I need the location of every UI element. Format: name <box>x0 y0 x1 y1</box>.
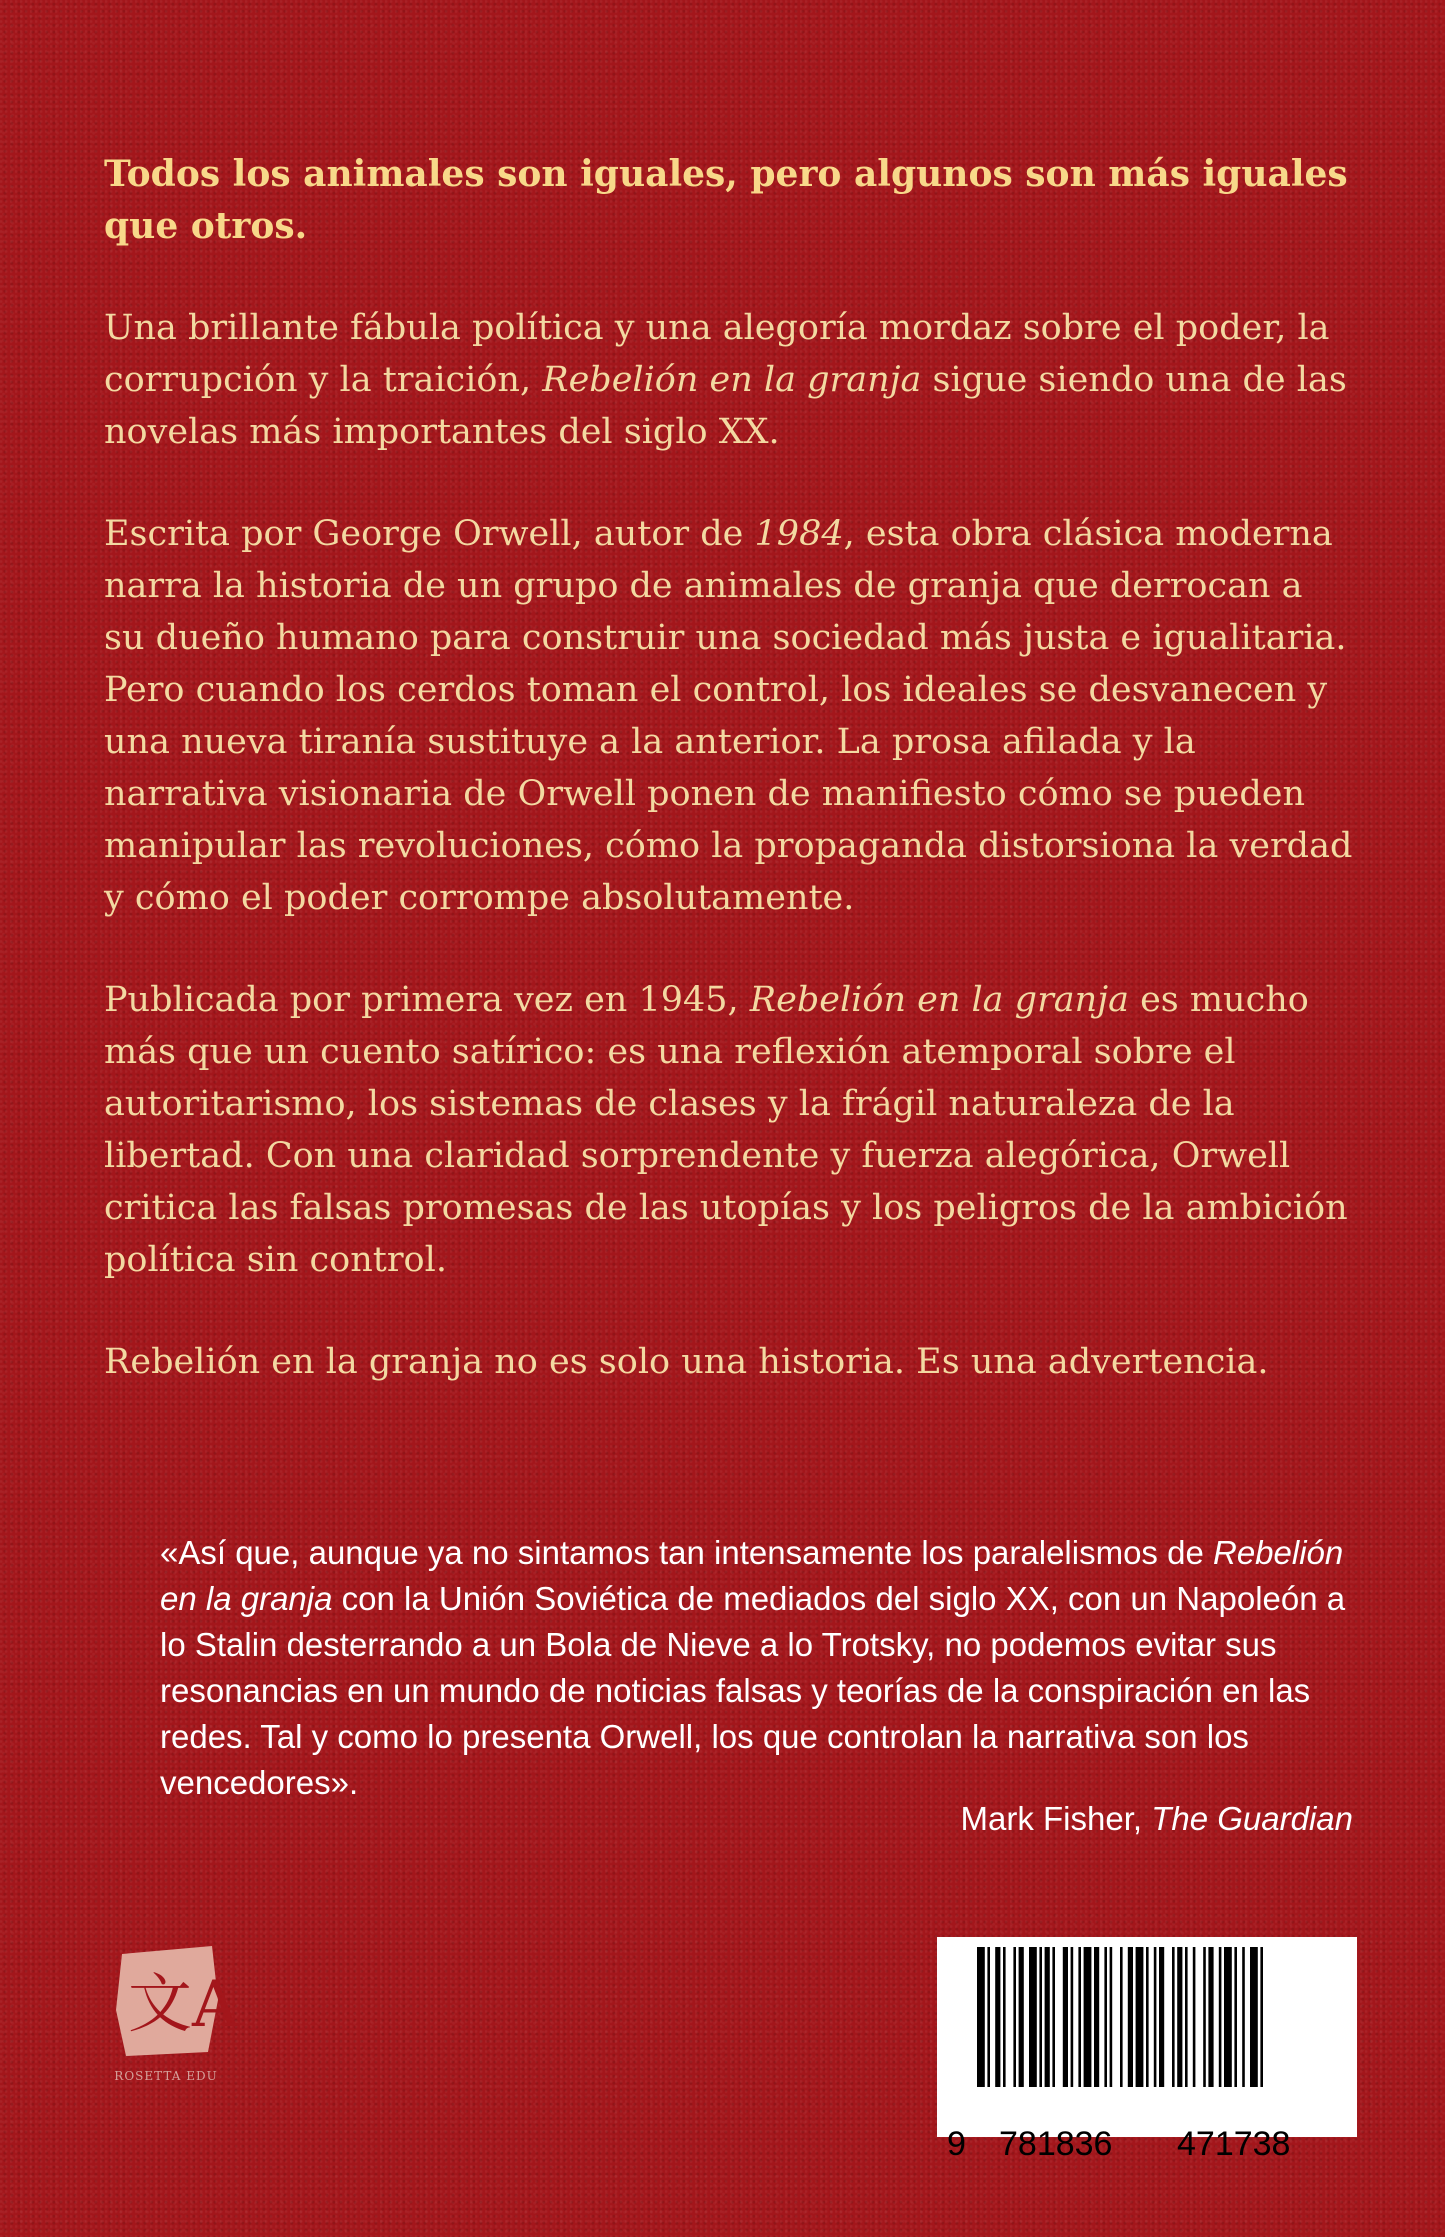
barcode-bar <box>1003 1947 1006 2087</box>
barcode-bar <box>1071 1947 1074 2087</box>
book-title: Rebelión en la granja <box>542 360 922 400</box>
barcode-bar <box>1084 1947 1092 2087</box>
closing-line: Rebelión en la granja no es solo una historia. Es una advertencia. <box>104 1342 1269 1382</box>
barcode-bar <box>1172 1947 1175 2087</box>
book-title: Rebelión en la granja <box>160 1534 1344 1617</box>
barcode-bar <box>1224 1947 1232 2087</box>
book-title: Rebelión en la granja <box>749 980 1129 1020</box>
quote-source: The Guardian <box>1151 1800 1353 1837</box>
barcode-bar <box>1063 1947 1068 2087</box>
barcode-bar <box>1242 1947 1245 2087</box>
barcode-bars <box>937 1947 1357 2097</box>
barcode-bar <box>1146 1947 1149 2087</box>
barcode-bar <box>1219 1947 1222 2087</box>
barcode-bar <box>1039 1947 1042 2087</box>
barcode-bar <box>1136 1947 1144 2087</box>
barcode-bar <box>1029 1947 1037 2087</box>
barcode-bar <box>1234 1947 1237 2087</box>
barcode-bar <box>1208 1947 1213 2087</box>
text-span: Publicada por primera vez en 1945, <box>104 980 750 1020</box>
text-span: Escrita por George Orwell, autor de <box>104 514 755 554</box>
barcode-bar <box>1260 1947 1263 2087</box>
barcode-bar <box>1120 1947 1123 2087</box>
barcode-bar <box>1045 1947 1050 2087</box>
barcode-bar <box>1110 1947 1113 2087</box>
text-span: es mucho más que un cuento satírico: es una reflexión atemporal sobre el autoritarismo, los sistemas de clases y la frágil naturaleza de la libertad. Con una claridad sorprendente y fuerza alegórica, Orwell critica las falsas promesas de las utopías y los peligros de la ambición política sin control. <box>104 980 1348 1280</box>
quote-attribution <box>961 1800 1354 1838</box>
barcode-bar <box>1203 1947 1206 2087</box>
barcode-bar <box>1052 1947 1055 2087</box>
book-title: 1984 <box>754 514 844 554</box>
tagline: Todos los animales son iguales, pero algunos son más iguales que otros. <box>104 153 1348 247</box>
barcode-bar <box>1159 1947 1164 2087</box>
barcode-bar <box>1019 1947 1024 2087</box>
publisher-logo <box>108 1940 239 2083</box>
isbn-group-2: 471738 <box>1177 2125 1291 2163</box>
barcode-bar <box>1104 1947 1107 2087</box>
logo-glyphs: 文A <box>128 1968 239 2042</box>
barcode-bar <box>1193 1947 1196 2087</box>
barcode-bar <box>1128 1947 1133 2087</box>
barcode-bar <box>1177 1947 1182 2087</box>
quote-author: Mark Fisher, <box>960 1800 1152 1837</box>
barcode-bar <box>977 1947 985 2087</box>
quote-text <box>160 1530 1360 1806</box>
text-span: Una brillante fábula política y una alegoría mordaz sobre el poder, la corrupción y la traición, <box>104 308 1330 400</box>
publisher-name: ROSETTA EDU <box>114 2069 218 2083</box>
back-cover-text <box>104 148 1354 1438</box>
barcode-bar <box>1154 1947 1157 2087</box>
rosetta-logo-icon <box>108 1940 239 2060</box>
isbn-group-1: 781836 <box>999 2125 1113 2163</box>
barcode-bar <box>1078 1947 1081 2087</box>
barcode-bar <box>1250 1947 1258 2087</box>
synopsis-paragraph-3 <box>104 974 1354 1286</box>
synopsis-paragraph-1 <box>104 302 1354 458</box>
text-span: «Así que, aunque ya no sintamos tan intensamente los paralelismos de <box>160 1534 1213 1571</box>
barcode-bar <box>1185 1947 1188 2087</box>
isbn-prefix: 9 <box>947 2125 966 2163</box>
barcode-bar <box>1013 1947 1016 2087</box>
barcode-bar <box>987 1947 990 2087</box>
synopsis-paragraph-2 <box>104 508 1354 924</box>
barcode-bar <box>1094 1947 1099 2087</box>
isbn-barcode <box>937 1937 1357 2163</box>
text-span: con la Unión Soviética de mediados del siglo XX, con un Napoleón a lo Stalin desterrando a un Bola de Nieve a lo Trotsky, no podemos evitar sus resonancias en un mundo de noticias falsas y teorías de la conspiración en las redes. Tal y como lo presenta Orwell, los que controlan la narrativa son los vencedores». <box>160 1580 1346 1801</box>
text-span: sigue siendo una de las novelas más importantes del siglo XX. <box>104 360 1347 452</box>
barcode-bar <box>995 1947 1000 2087</box>
text-span: , esta obra clásica moderna narra la historia de un grupo de animales de granja que derrocan a su dueño humano para construir una sociedad más justa e igualitaria. Pero cuando los cerdos toman el control, los ideales se desvanecen y una nueva tiranía sustituye a la anterior. La prosa afilada y la narrativa visionaria de Orwell ponen de manifiesto cómo se pueden manipular las revoluciones, cómo la propaganda distorsiona la verdad y cómo el poder corrompe absolutamente. <box>104 514 1353 918</box>
review-quote <box>160 1530 1360 1806</box>
